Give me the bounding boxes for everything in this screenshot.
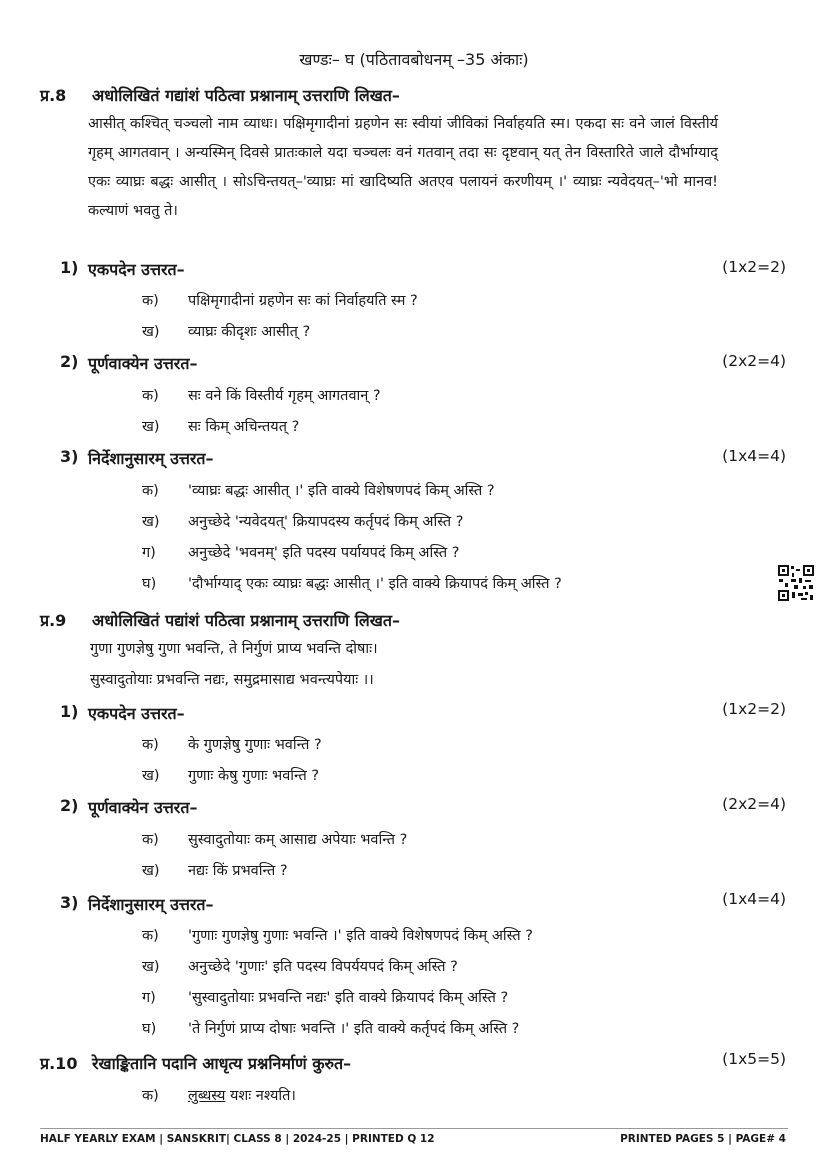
q9-p3-item-text: 'ते निर्गुणं प्राप्य दोषाः भवन्ति ।' इति वाक्ये कर्तृपदं किम् अस्ति ?: [188, 1021, 520, 1037]
q8-part3-marks: (1x4=4): [722, 447, 786, 465]
q9-part1-number: 1): [60, 702, 79, 721]
q9-p1-item-text: के गुणज्ञेषु गुणाः भवन्ति ?: [188, 737, 322, 753]
question-10-marks: (1x5=5): [722, 1050, 786, 1068]
q8-p1-item-label: क): [142, 293, 159, 309]
q9-p2-item-label: क): [142, 832, 159, 848]
q8-part2-heading: पूर्णवाक्येन उत्तरत–: [88, 354, 198, 373]
q9-p2-item-text: नद्यः किं प्रभवन्ति ?: [188, 863, 288, 879]
q8-p1-item-label: ख): [142, 324, 160, 340]
q8-p1-item-text: पक्षिमृगादीनां ग्रहणेन सः कां निर्वाहयति स्म ?: [188, 293, 418, 309]
q9-p1-item-label: ख): [142, 768, 160, 784]
q8-p1-item-text: व्याघ्रः कीदृशः आसीत् ?: [188, 324, 311, 340]
q9-part2-number: 2): [60, 796, 79, 815]
q9-part3-marks: (1x4=4): [722, 890, 786, 908]
q8-p3-item-label: ख): [142, 514, 160, 530]
q9-part1-heading: एकपदेन उत्तरत–: [88, 704, 185, 723]
question-9-number: प्र.9: [40, 611, 67, 630]
q8-p3-item-text: 'दौर्भाग्याद् एकः व्याघ्रः बद्धः आसीत् ।' इति वाक्ये क्रियापदं किम् अस्ति ?: [188, 576, 562, 592]
q8-p3-item-text: अनुच्छेदे 'न्यवेदयत्' क्रियापदस्य कर्तृपदं किम् अस्ति ?: [188, 514, 464, 530]
q8-part1-number: 1): [60, 258, 79, 277]
question-9-heading: अधोलिखितं पद्यांशं पठित्वा प्रश्नानाम् उत्तराणि लिखत–: [92, 611, 400, 630]
question-10-number: प्र.10: [40, 1054, 78, 1073]
footer-page-info: PRINTED PAGES 5 | PAGE# 4: [620, 1133, 786, 1145]
q10-item-text: [188, 1085, 296, 1105]
q8-p2-item-label: ख): [142, 419, 160, 435]
q9-p3-item-text: 'गुणाः गुणज्ञेषु गुणाः भवन्ति ।' इति वाक्ये विशेषणपदं किम् अस्ति ?: [188, 928, 533, 944]
q9-p3-item-text: 'सुस्वादुतोयाः प्रभवन्ति नद्यः' इति वाक्ये क्रियापदं किम् अस्ति ?: [188, 990, 509, 1006]
q9-p3-item-label: ख): [142, 959, 160, 975]
q9-part2-heading: पूर्णवाक्येन उत्तरत–: [88, 798, 198, 817]
underlined-word: लुब्धस्य: [188, 1088, 226, 1104]
q8-p3-item-label: क): [142, 483, 159, 499]
q9-p2-item-text: सुस्वादुतोयाः कम् आसाद्य अपेयाः भवन्ति ?: [188, 832, 408, 848]
section-title: खण्डः– घ (पठितावबोधनम् –35 अंकाः): [299, 50, 529, 69]
q10-item-rest: यशः नश्यति।: [225, 1088, 296, 1104]
q9-p2-item-label: ख): [142, 863, 160, 879]
q8-p3-item-label: घ): [142, 576, 157, 592]
q8-p3-item-label: ग): [142, 545, 156, 561]
footer-exam-info: HALF YEARLY EXAM | SANSKRIT| CLASS 8 | 2024-25 | PRINTED Q 12: [40, 1133, 435, 1145]
q9-p3-item-text: अनुच्छेदे 'गुणाः' इति पदस्य विपर्ययपदं किम् अस्ति ?: [188, 959, 458, 975]
footer-divider: [40, 1128, 788, 1129]
q9-part2-marks: (2x2=4): [722, 795, 786, 813]
q9-part1-marks: (1x2=2): [722, 700, 786, 718]
question-8-number: प्र.8: [40, 86, 67, 105]
q8-p2-item-text: सः वने किं विस्तीर्य गृहम् आगतवान् ?: [188, 388, 381, 404]
q8-part2-number: 2): [60, 352, 79, 371]
question-8-heading: अधोलिखितं गद्यांशं पठित्वा प्रश्नानाम् उत्तराणि लिखत–: [92, 86, 400, 105]
verse-line-1: गुणा गुणज्ञेषु गुणा भवन्ति, ते निर्गुणं प्राप्य भवन्ति दोषाः।: [90, 641, 378, 657]
q9-p3-item-label: ग): [142, 990, 156, 1006]
verse-line-2: सुस्वादुतोयाः प्रभवन्ति नद्यः, समुद्रमासाद्य भवन्त्यपेयाः ।।: [90, 672, 374, 688]
qr-code-icon: [777, 564, 815, 602]
q8-part1-marks: (1x2=2): [722, 258, 786, 276]
q8-part2-marks: (2x2=4): [722, 352, 786, 370]
q8-p3-item-text: 'व्याघ्रः बद्धः आसीत् ।' इति वाक्ये विशेषणपदं किम् अस्ति ?: [188, 483, 495, 499]
q9-p1-item-text: गुणाः केषु गुणाः भवन्ति ?: [188, 768, 320, 784]
question-8-passage: आसीत् कश्चित् चञ्चलो नाम व्याधः। पक्षिमृगादीनां ग्रहणेन सः स्वीयां जीविकां निर्वाहयति स्म। एकदा सः वने जालं विस्तीर्य गृहम् आगतवान् । अन्यस्मिन् दिवसे प्रातःकाले यदा चञ्चलः वनं गतवान् तदा सः दृष्टवान् यत् तेन विस्तारिते जाले दौर्भाग्याद् एकः व्याघ्रः बद्धः आसीत् । सोऽचिन्तयत्–'व्याघ्रः मां खादिष्यति अतएव पलायनं करणीयम् ।' व्याघ्रः न्यवेदयत्–'भो मानव! कल्याणं भवतु ते।: [88, 116, 718, 219]
q9-part3-heading: निर्देशानुसारम् उत्तरत–: [88, 895, 214, 914]
q8-part1-heading: एकपदेन उत्तरत–: [88, 260, 185, 279]
q8-part3-number: 3): [60, 447, 79, 466]
q8-part3-heading: निर्देशानुसारम् उत्तरत–: [88, 449, 214, 468]
q8-p2-item-label: क): [142, 388, 159, 404]
q10-item-label: क): [142, 1088, 159, 1104]
q8-p2-item-text: सः किम् अचिन्तयत् ?: [188, 419, 300, 435]
q9-part3-number: 3): [60, 893, 79, 912]
q9-p1-item-label: क): [142, 737, 159, 753]
q8-p3-item-text: अनुच्छेदे 'भवनम्' इति पदस्य पर्यायपदं किम् अस्ति ?: [188, 545, 460, 561]
q9-p3-item-label: घ): [142, 1021, 157, 1037]
q9-p3-item-label: क): [142, 928, 159, 944]
question-10-heading: रेखाङ्कितानि पदानि आधृत्य प्रश्ननिर्माणं कुरुत–: [92, 1054, 352, 1073]
